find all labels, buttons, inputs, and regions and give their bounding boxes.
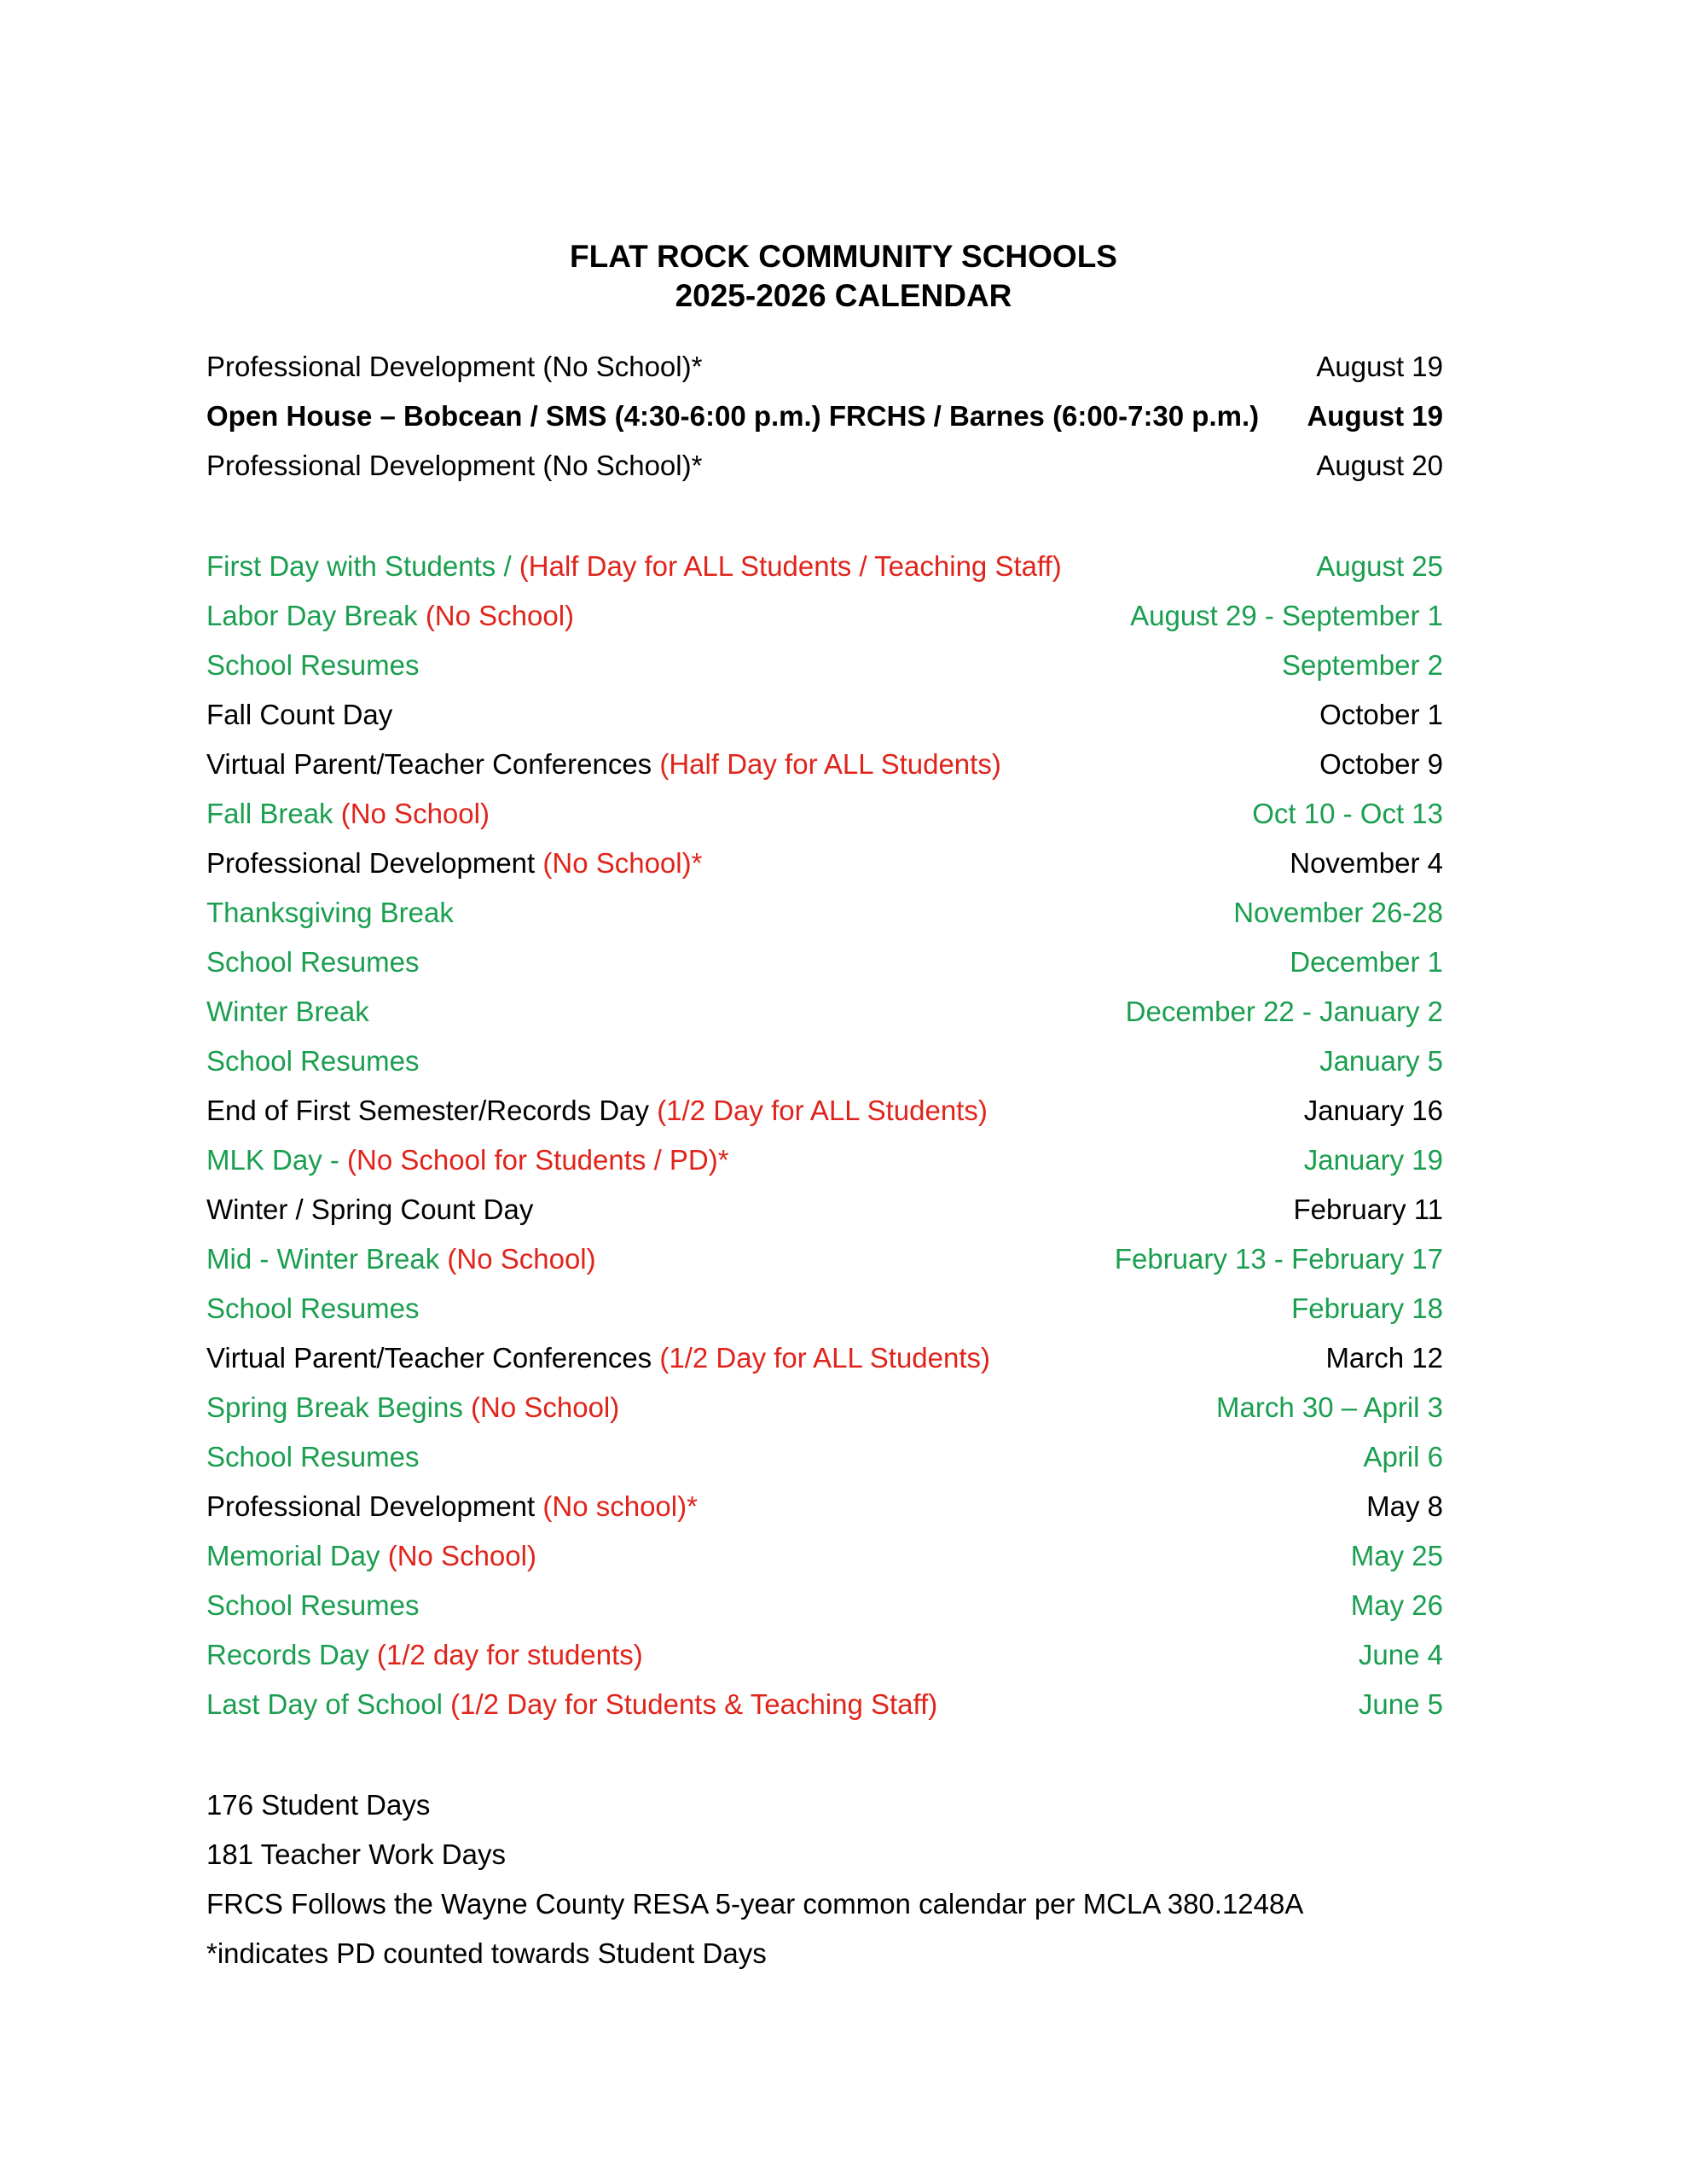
event-label-segment: Professional Development [206, 847, 543, 879]
event-label-segment: Virtual Parent/Teacher Conferences [206, 1342, 660, 1374]
event-label-segment: First Day with Students / [206, 550, 519, 582]
event-label-segment: School Resumes [206, 649, 420, 681]
calendar-row [206, 1436, 1443, 1478]
event-date: August 19 [1307, 400, 1443, 432]
event-date: January 19 [1303, 1144, 1443, 1176]
event-label [206, 346, 702, 388]
event-label-segment: Records Day [206, 1639, 377, 1670]
event-label [206, 1485, 698, 1528]
calendar-row [206, 1634, 1443, 1676]
event-label-segment: Thanksgiving Break [206, 897, 454, 928]
event-label-segment: Labor Day Break [206, 600, 426, 631]
event-label [206, 1089, 988, 1132]
event-date: August 29 - September 1 [1130, 600, 1443, 631]
event-label [206, 990, 369, 1033]
event-label-segment: School Resumes [206, 1292, 420, 1324]
event-label-segment: End of First Semester/Records Day [206, 1095, 658, 1126]
event-date: April 6 [1363, 1441, 1443, 1472]
calendar-row [206, 1040, 1443, 1083]
calendar-row [206, 1683, 1443, 1726]
event-label-segment: Professional Development (No School)* [206, 450, 703, 481]
event-label-segment: (No School) [387, 1540, 536, 1571]
calendar-row [206, 1089, 1443, 1132]
calendar-row [206, 1188, 1443, 1231]
event-date: May 26 [1350, 1589, 1443, 1621]
calendar-row [206, 595, 1443, 637]
calendar-row [206, 395, 1443, 438]
event-label-segment: MLK Day - [206, 1144, 348, 1176]
event-date: November 4 [1290, 847, 1443, 879]
calendar-row [206, 1584, 1443, 1627]
event-label-segment: (1/2 day for students) [376, 1639, 643, 1670]
event-label-segment: Open House – Bobcean / SMS (4:30-6:00 p.m.) FRCHS / Barnes (6:00-7:30 p.m.) [206, 400, 1260, 432]
event-date: August 19 [1316, 351, 1443, 382]
calendar-row [206, 346, 1443, 388]
calendar-row [206, 941, 1443, 984]
event-date: October 1 [1319, 699, 1443, 730]
calendar-row [206, 694, 1443, 736]
event-label [206, 1436, 419, 1478]
event-label-segment: (No School) [447, 1243, 596, 1275]
note-line: 176 Student Days [206, 1789, 431, 1821]
event-label [206, 1040, 419, 1083]
event-label-segment: (No School) [425, 600, 575, 631]
event-date: December 22 - January 2 [1125, 996, 1443, 1027]
event-date: June 5 [1358, 1688, 1443, 1720]
calendar-row [206, 644, 1443, 687]
event-label [206, 793, 490, 835]
event-date: May 25 [1350, 1540, 1443, 1571]
event-label [206, 1188, 533, 1231]
event-label [206, 644, 419, 687]
event-label-segment: Winter / Spring Count Day [206, 1194, 534, 1225]
event-label [206, 395, 1259, 438]
calendar-row [206, 842, 1443, 885]
event-date: August 25 [1316, 550, 1443, 582]
event-label-segment: (1/2 Day for ALL Students) [659, 1342, 991, 1374]
event-label [206, 743, 1001, 786]
calendar-row [206, 892, 1443, 934]
event-date: September 2 [1282, 649, 1443, 681]
event-date: February 13 - February 17 [1114, 1243, 1443, 1275]
calendar-row [206, 1386, 1443, 1429]
event-date: December 1 [1290, 946, 1443, 978]
event-label-segment: Mid - Winter Break [206, 1243, 448, 1275]
event-label-segment: Memorial Day [206, 1540, 388, 1571]
event-date: August 20 [1316, 450, 1443, 481]
event-label-segment: School Resumes [206, 1045, 420, 1077]
event-label [206, 1634, 643, 1676]
event-label [206, 1535, 536, 1577]
event-label [206, 1238, 596, 1281]
event-date: October 9 [1319, 748, 1443, 780]
event-label [206, 941, 419, 984]
event-label-segment: (1/2 Day for Students & Teaching Staff) [450, 1688, 938, 1720]
calendar-row [206, 990, 1443, 1033]
event-label-segment: (No School)* [542, 847, 703, 879]
event-label-segment: Virtual Parent/Teacher Conferences [206, 748, 660, 780]
event-label-segment: Professional Development (No School)* [206, 351, 703, 382]
event-label [206, 842, 702, 885]
event-label-segment: (Half Day for ALL Students / Teaching Staff) [519, 550, 1062, 582]
event-label-segment: (No School) [471, 1391, 620, 1423]
calendar-row [206, 743, 1443, 786]
event-date: January 5 [1319, 1045, 1443, 1077]
event-label-segment: Fall Count Day [206, 699, 393, 730]
event-label [206, 1584, 419, 1627]
event-label [206, 595, 574, 637]
event-label-segment: (1/2 Day for ALL Students) [657, 1095, 988, 1126]
event-label [206, 1287, 419, 1330]
event-label-segment: (No school)* [542, 1490, 698, 1522]
event-date: January 16 [1303, 1095, 1443, 1126]
calendar-row [206, 1238, 1443, 1281]
event-date: November 26-28 [1233, 897, 1443, 928]
calendar-row [206, 545, 1443, 588]
event-label [206, 892, 454, 934]
event-date: March 30 – April 3 [1216, 1391, 1443, 1423]
calendar-row [206, 1485, 1443, 1528]
event-label-segment: Professional Development [206, 1490, 543, 1522]
event-label [206, 1683, 937, 1726]
event-label [206, 545, 1062, 588]
note-line: FRCS Follows the Wayne County RESA 5-year common calendar per MCLA 380.1248A [206, 1888, 1304, 1920]
calendar-row [206, 1535, 1443, 1577]
event-label [206, 1139, 729, 1182]
event-date: Oct 10 - Oct 13 [1252, 798, 1443, 829]
event-label-segment: Winter Break [206, 996, 369, 1027]
calendar-row [206, 1287, 1443, 1330]
calendar-row [206, 793, 1443, 835]
event-label [206, 444, 702, 487]
page-subtitle: 2025-2026 CALENDAR [675, 278, 1012, 313]
event-label-segment: (No School) [340, 798, 490, 829]
event-date: February 18 [1291, 1292, 1443, 1324]
event-date: February 11 [1293, 1194, 1443, 1225]
event-label [206, 1337, 990, 1380]
note-line: 181 Teacher Work Days [206, 1838, 506, 1870]
event-label-segment: Fall Break [206, 798, 341, 829]
event-date: May 8 [1366, 1490, 1443, 1522]
event-label [206, 1386, 619, 1429]
event-date: March 12 [1325, 1342, 1443, 1374]
event-label-segment: School Resumes [206, 1441, 420, 1472]
calendar-row [206, 1337, 1443, 1380]
note-line: *indicates PD counted towards Student Days [206, 1937, 767, 1969]
page-title: FLAT ROCK COMMUNITY SCHOOLS [570, 239, 1117, 274]
event-date: June 4 [1358, 1639, 1443, 1670]
event-label-segment: Last Day of School [206, 1688, 451, 1720]
event-label-segment: School Resumes [206, 946, 420, 978]
event-label-segment: (No School for Students / PD)* [347, 1144, 729, 1176]
event-label-segment: Spring Break Begins [206, 1391, 472, 1423]
calendar-row [206, 444, 1443, 487]
event-label-segment: (Half Day for ALL Students) [659, 748, 1001, 780]
event-label-segment: School Resumes [206, 1589, 420, 1621]
event-label [206, 694, 392, 736]
calendar-row [206, 1139, 1443, 1182]
